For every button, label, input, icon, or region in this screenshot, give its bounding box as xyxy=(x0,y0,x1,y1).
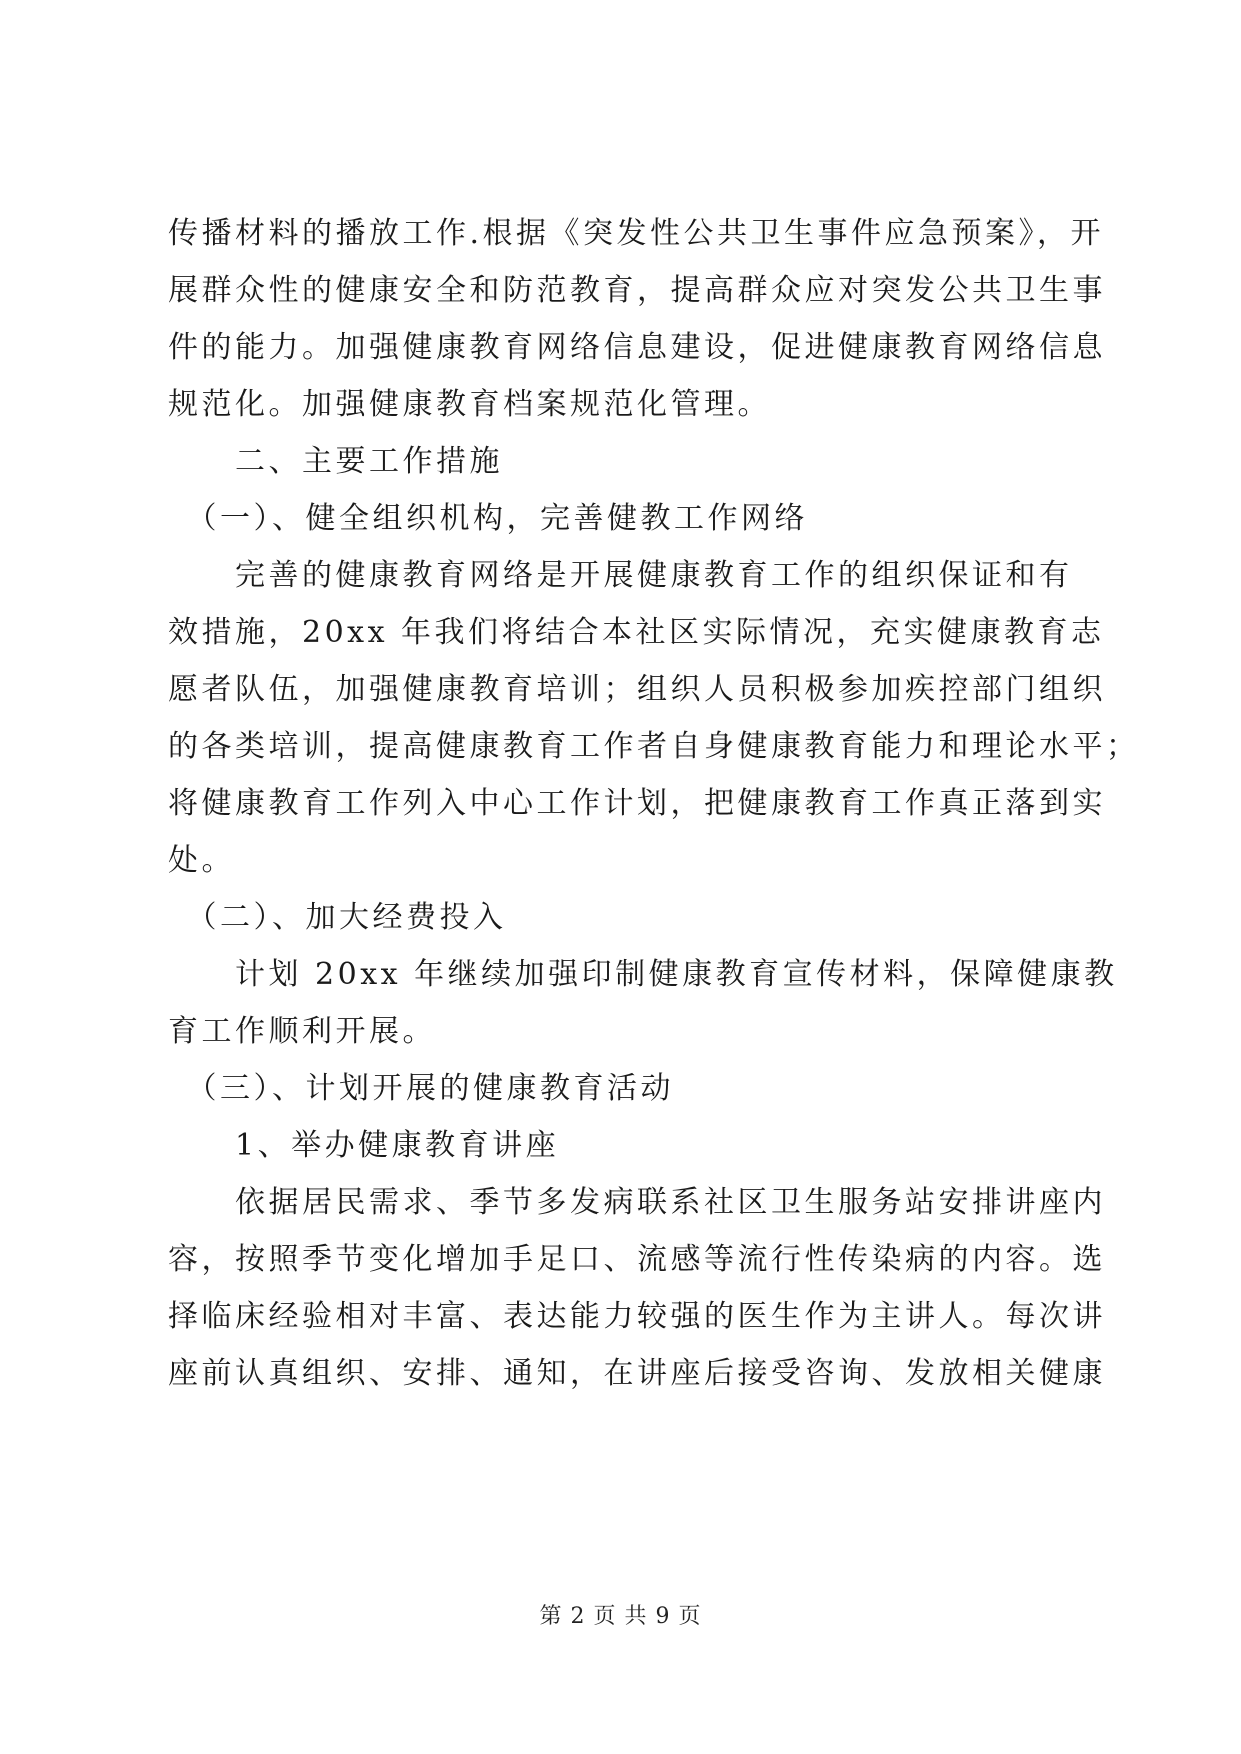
section-heading: 二、主要工作措施 xyxy=(168,444,503,479)
body-text-line: 座前认真组织、安排、通知，在讲座后接受咨询、发放相关健康 xyxy=(168,1356,1106,1391)
body-text-line: 完善的健康教育网络是开展健康教育工作的组织保证和有 xyxy=(168,558,1073,593)
body-text-line: 将健康教育工作列入中心工作计划，把健康教育工作真正落到实 xyxy=(168,786,1106,821)
body-text-line: 育工作顺利开展。 xyxy=(168,1014,436,1049)
body-text-line: 展群众性的健康安全和防范教育，提高群众应对突发公共卫生事 xyxy=(168,273,1106,308)
body-text-line: 件的能力。加强健康教育网络信息建设，促进健康教育网络信息 xyxy=(168,330,1106,365)
body-text-line: 效措施，20xx 年我们将结合本社区实际情况，充实健康教育志 xyxy=(168,615,1105,650)
body-text-line: 的各类培训，提高健康教育工作者自身健康教育能力和理论水平； xyxy=(168,729,1140,764)
body-text-line: 愿者队伍，加强健康教育培训；组织人员积极参加疾控部门组织 xyxy=(168,672,1106,707)
body-text-line: 择临床经验相对丰富、表达能力较强的医生作为主讲人。每次讲 xyxy=(168,1299,1106,1334)
item-heading: 1、举办健康教育讲座 xyxy=(168,1128,560,1163)
subsection-heading: （三）、计划开展的健康教育活动 xyxy=(168,1071,674,1106)
page-footer: 第 2 页 共 9 页 xyxy=(539,1604,702,1629)
body-text-line: 容，按照季节变化增加手足口、流感等流行性传染病的内容。选 xyxy=(168,1242,1106,1277)
body-text-line: 规范化。加强健康教育档案规范化管理。 xyxy=(168,387,771,422)
body-text-line: 计划 20xx 年继续加强印制健康教育宣传材料，保障健康教 xyxy=(168,957,1118,992)
subsection-heading: （一）、健全组织机构，完善健教工作网络 xyxy=(168,501,808,536)
body-text-line: 依据居民需求、季节多发病联系社区卫生服务站安排讲座内 xyxy=(168,1185,1106,1220)
body-text-line: 处。 xyxy=(168,843,235,878)
subsection-heading: （二）、加大经费投入 xyxy=(168,900,507,935)
body-text-line: 传播材料的播放工作.根据《突发性公共卫生事件应急预案》，开 xyxy=(168,216,1105,251)
